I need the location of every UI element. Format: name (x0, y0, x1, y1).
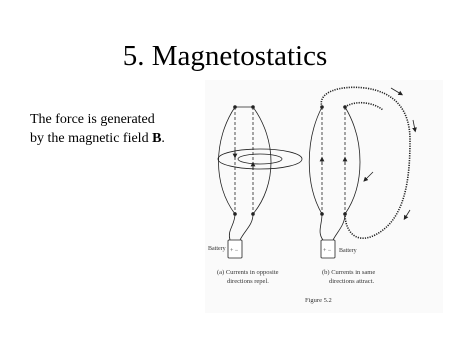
description-line-2-text: by the magnetic field (30, 131, 153, 146)
coil-b-inner (345, 103, 383, 110)
panel-a-opposite-currents (218, 107, 302, 258)
description-line-2 (30, 129, 220, 148)
field-symbol: B (152, 131, 162, 146)
nodes-b (320, 105, 347, 216)
wire-a-right (253, 107, 271, 214)
lead-b-left (320, 214, 323, 240)
wire-b-right (345, 107, 360, 214)
coil-arrow-1 (391, 88, 401, 94)
figure-5-2 (205, 80, 443, 313)
lead-b-right (333, 214, 345, 240)
lead-a-right (240, 214, 253, 240)
description-line-1: The force is generated (30, 112, 155, 127)
coil-b (321, 87, 410, 238)
caption-b-line2: directions attract. (329, 278, 375, 285)
field-loop-outer (218, 149, 302, 169)
caption-b-line1: (b) Currents in same (322, 269, 376, 276)
coil-arrow-3 (405, 210, 410, 218)
wire-b-left (309, 107, 322, 214)
field-loop-inner (238, 154, 282, 164)
lead-a-left (229, 214, 235, 240)
coil-arrow-4 (365, 172, 373, 180)
description-line-2-end: . (161, 131, 165, 146)
nodes-a (233, 105, 255, 216)
battery-a-sign: + − (230, 248, 239, 254)
panel-b-same-currents (309, 87, 415, 258)
caption-a-line1: (a) Currents in opposite (217, 269, 279, 276)
battery-a-label: Battery (208, 246, 226, 252)
figure-label: Figure 5.2 (305, 297, 332, 304)
battery-b-label: Battery (339, 248, 357, 254)
magnetostatics-diagram (205, 80, 443, 313)
slide-title: 5. Magnetostatics (122, 40, 328, 72)
caption-a-line2: directions repel. (227, 278, 269, 285)
wire-a-left (219, 107, 236, 214)
battery-b-sign: + − (323, 248, 332, 254)
slide-description (30, 110, 220, 148)
coil-arrow-2 (413, 120, 415, 130)
